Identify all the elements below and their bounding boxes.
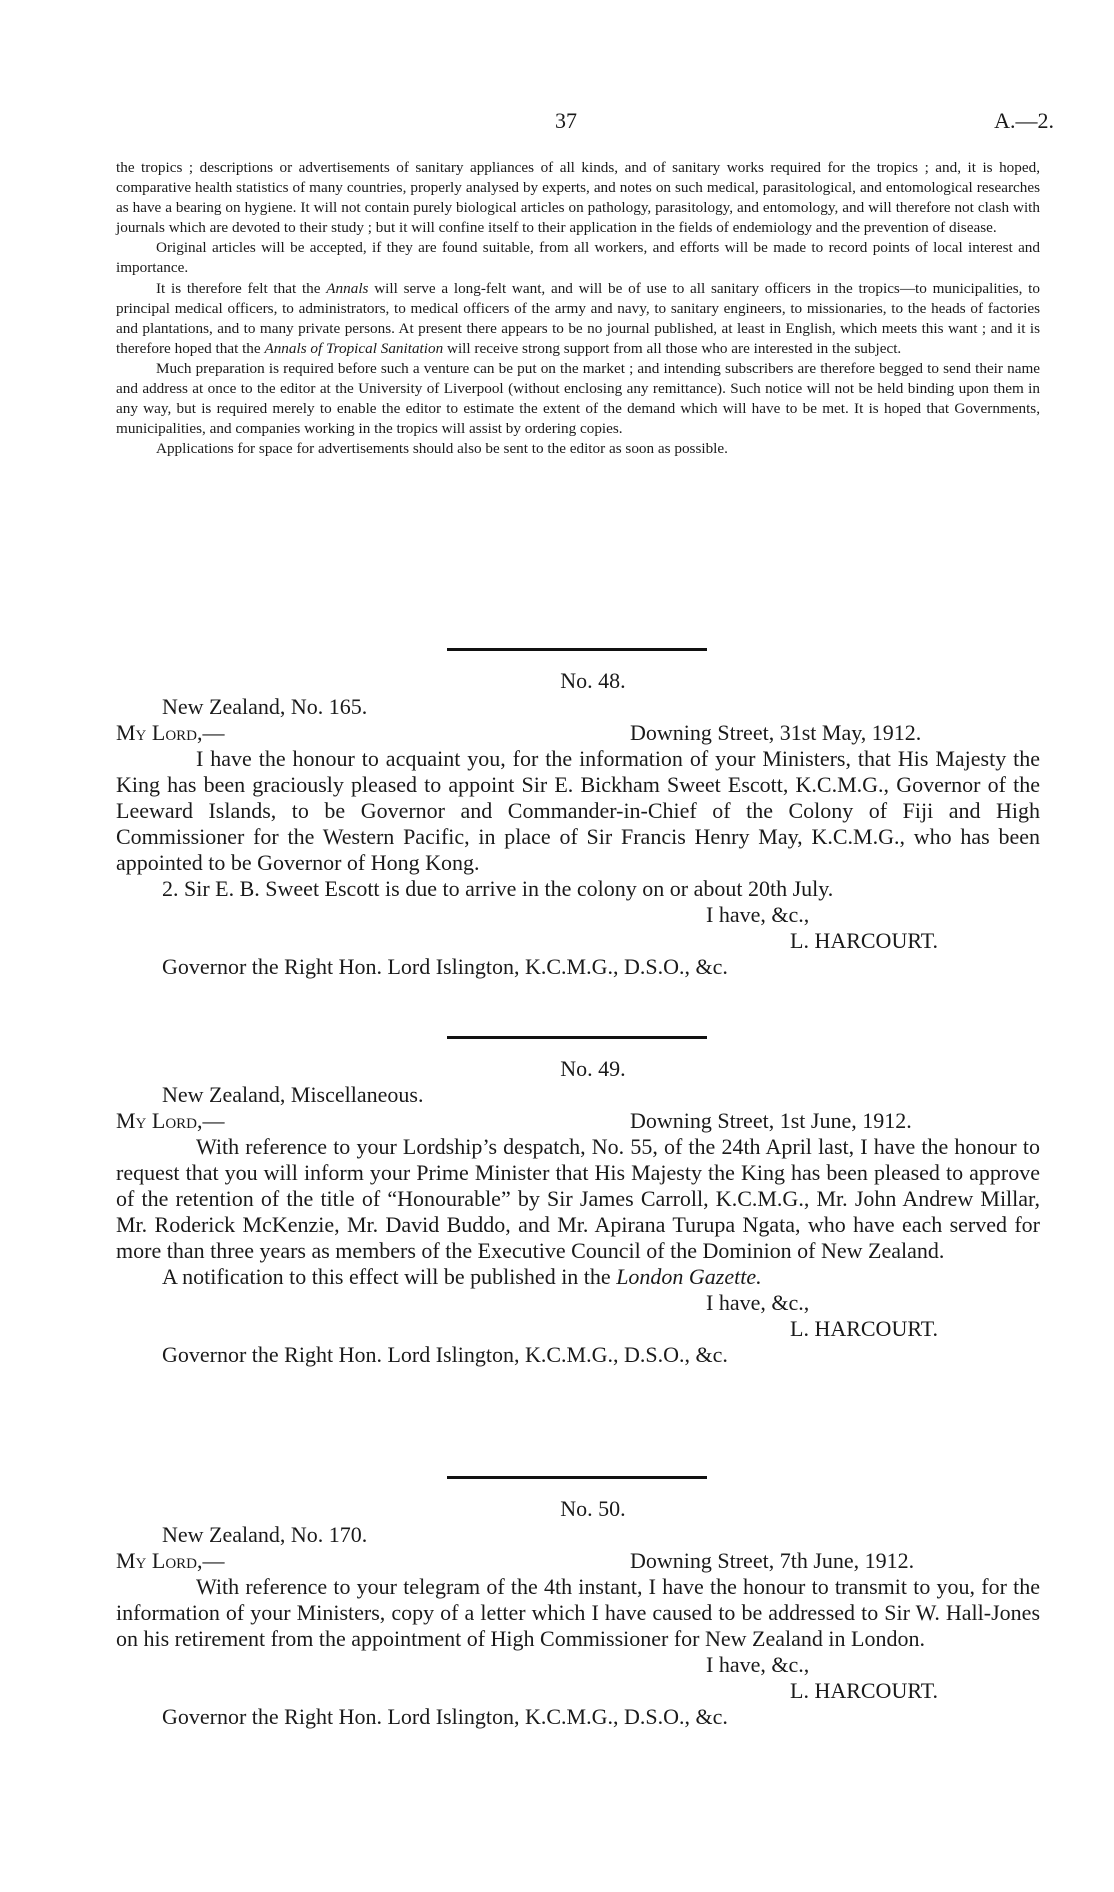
annals-title: Annals xyxy=(326,279,369,297)
salutation: My Lord,— xyxy=(116,1548,225,1573)
signature: L. HARCOURT. xyxy=(790,928,938,953)
intro-paragraph-3: It is therefore felt that the Annals will serve a long-felt want, and will be of use to all sanitary officers in the tropics—to municipalities, to principal medical officers, to administrators, to medical officers of the army and navy, to sanitary engineers, to missionaries, to the heads of factories and plantations, and to many private persons. At present there appears to be no journal published, at least in English, which meets this want ; and it is therefore hoped that the Annals of Tropical Sanitation will receive strong support from all those who are interested in the subject. xyxy=(116,279,1040,357)
intro-paragraph-4: Much preparation is required before such a venture can be put on the market ; and intending subscribers are therefore begged to send their name and address at once to the editor at the University of Liverpool (without enclosing any remittance). Such notice will not be held binding upon them in any way, but is required merely to enable the editor to estimate the extent of the demand which will have to be met. It is hoped that Governments, municipalities, and companies working in the tropics will assist by ordering copies. xyxy=(116,359,1040,438)
letter-date: Downing Street, 31st May, 1912. xyxy=(630,720,922,745)
letter-number: No. 50. xyxy=(560,1496,626,1521)
letter-date: Downing Street, 7th June, 1912. xyxy=(630,1548,915,1573)
section-rule xyxy=(447,648,707,651)
letter-50 xyxy=(116,1496,1040,1730)
letter-49 xyxy=(116,1056,1040,1368)
salutation: My Lord,— xyxy=(116,1108,225,1133)
document-reference: A.—2. xyxy=(994,108,1054,133)
section-rule xyxy=(447,1036,707,1039)
letter-paragraph-2: 2. Sir E. B. Sweet Escott is due to arrive in the colony on or about 20th July. xyxy=(162,876,834,901)
journal-title: Annals of Tropical Sanitation xyxy=(264,339,444,357)
section-rule xyxy=(447,1476,707,1479)
letter-paragraph-1: With reference to your Lordship’s despatch, No. 55, of the 24th April last, I have the honour to request that you will inform your Prime Minister that His Majesty the King has been pleased to approve of the retention of the title of “Honourable” by Sir James Carroll, K.C.M.G., Mr. John Andrew Millar, Mr. Roderick McKenzie, Mr. David Buddo, and Mr. Apirana Turupa Ngata, who have each served for more than three years as members of the Executive Council of the Dominion of New Zealand. xyxy=(116,1134,1040,1263)
letter-date: Downing Street, 1st June, 1912. xyxy=(630,1108,912,1133)
salutation: My Lord,— xyxy=(116,720,225,745)
closing: I have, &c., xyxy=(706,902,810,927)
intro-text xyxy=(116,158,1040,459)
gazette-title: London Gazette. xyxy=(616,1264,762,1289)
letter-paragraph-1: I have the honour to acquaint you, for the information of your Ministers, that His Majesty the King has been graciously pleased to appoint Sir E. Bickham Sweet Escott, K.C.M.G., Governor of the Leeward Islands, to be Governor and Commander-in-Chief of the Colony of Fiji and High Commissioner for the Western Pacific, in place of Sir Francis Henry May, K.C.M.G., who has been appointed to be Governor of Hong Kong. xyxy=(116,746,1040,875)
letter-reference: New Zealand, No. 165. xyxy=(162,694,368,719)
signature: L. HARCOURT. xyxy=(790,1678,938,1703)
addressee: Governor the Right Hon. Lord Islington, K.C.M.G., D.S.O., &c. xyxy=(162,954,728,979)
letter-48 xyxy=(116,668,1040,980)
letter-reference: New Zealand, Miscellaneous. xyxy=(162,1082,424,1107)
intro-paragraph-5: Applications for space for advertisements should also be sent to the editor as soon as possible. xyxy=(156,440,728,458)
signature: L. HARCOURT. xyxy=(790,1316,938,1341)
letter-number: No. 49. xyxy=(560,1056,626,1081)
addressee: Governor the Right Hon. Lord Islington, K.C.M.G., D.S.O., &c. xyxy=(162,1342,728,1367)
page-number: 37 xyxy=(555,108,577,133)
running-header xyxy=(0,108,1114,138)
intro-paragraph-1: the tropics ; descriptions or advertisements of sanitary appliances of all kinds, and of sanitary works required for the tropics ; and, it is hoped, comparative health statistics of many countries, properly analysed by experts, and notes on such medical, parasitological, and entomological researches as have a bearing on hygiene. It will not contain purely biological articles on pathology, parasitology, and entomology, and will therefore not clash with journals which are devoted to their study ; but it will confine itself to their application in the fields of endemiology and the prevention of disease. xyxy=(116,159,1040,237)
closing: I have, &c., xyxy=(706,1290,810,1315)
closing: I have, &c., xyxy=(706,1652,810,1677)
addressee: Governor the Right Hon. Lord Islington, K.C.M.G., D.S.O., &c. xyxy=(162,1704,728,1729)
letter-reference: New Zealand, No. 170. xyxy=(162,1522,368,1547)
intro-paragraph-2: Original articles will be accepted, if they are found suitable, from all workers, and efforts will be made to record points of local interest and importance. xyxy=(116,239,1040,277)
letter-paragraph-1: With reference to your telegram of the 4th instant, I have the honour to transmit to you, for the information of your Ministers, copy of a letter which I have caused to be addressed to Sir W. Hall-Jones on his retirement from the appointment of High Commissioner for New Zealand in London. xyxy=(116,1574,1040,1651)
letter-paragraph-2: A notification to this effect will be published in the London Gazette. xyxy=(162,1264,762,1289)
letter-number: No. 48. xyxy=(560,668,626,693)
